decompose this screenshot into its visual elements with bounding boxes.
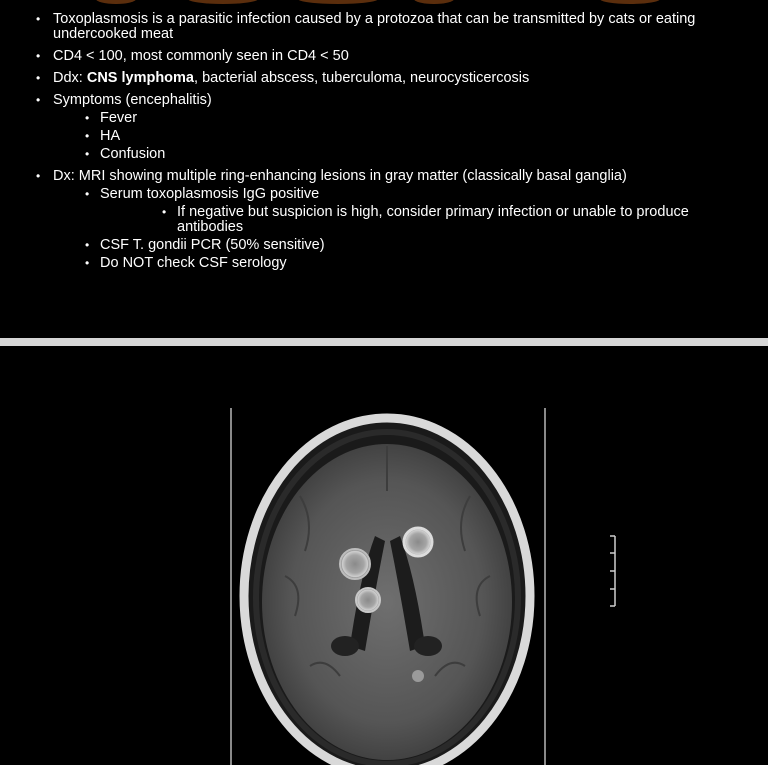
occipital-horn-right: [414, 636, 442, 656]
mri-slide: [0, 346, 768, 765]
symptoms-text: Symptoms (encephalitis): [53, 92, 212, 108]
ddx-bold-text: CNS lymphoma: [86, 70, 195, 86]
bullet-icon: •: [85, 256, 90, 270]
symptoms-sublist: [53, 111, 726, 162]
lesion-marker: [340, 549, 370, 579]
bullet-icon: •: [85, 147, 90, 161]
list-item: [36, 169, 726, 271]
serum-sublist: [100, 205, 726, 235]
decorative-strip: [188, 0, 258, 4]
list-item: [53, 256, 726, 271]
transmission-text: Toxoplasmosis is a parasitic infection caused by a protozoa that can be transmitted by cats or eating undercooked meat: [53, 11, 696, 42]
serum-text: Serum toxoplasmosis IgG positive: [100, 186, 320, 202]
decorative-strip: [96, 0, 136, 4]
lesion-marker: [412, 670, 424, 682]
symptom-item: Fever: [100, 110, 138, 126]
list-item: [53, 187, 726, 235]
bullet-icon: •: [162, 205, 167, 219]
bullet-icon: •: [36, 71, 41, 85]
csf-pcr-text: CSF T. gondii PCR (50% sensitive): [100, 237, 325, 253]
list-item: [130, 205, 726, 235]
list-item: [53, 129, 726, 144]
bullet-icon: •: [36, 169, 41, 183]
decorative-strip: [414, 0, 454, 4]
dx-sublist: [53, 187, 726, 271]
slide-divider: [0, 338, 768, 346]
dx-text: Dx: MRI showing multiple ring-enhancing lesions in gray matter (classically basal ganglia): [53, 168, 627, 184]
notes-slide: [0, 0, 768, 338]
lesion-marker: [356, 588, 380, 612]
serum-sub-text: If negative but suspicion is high, consider primary infection or unable to produce antibodies: [177, 204, 689, 235]
bullet-icon: •: [85, 111, 90, 125]
bullet-icon: •: [85, 238, 90, 252]
symptom-item: HA: [100, 128, 121, 144]
list-item: [53, 111, 726, 126]
scale-bar: [610, 536, 615, 606]
bullet-icon: •: [36, 93, 41, 107]
bullet-list: [36, 12, 726, 278]
brain-tissue: [262, 444, 512, 760]
occipital-horn-left: [331, 636, 359, 656]
csf-serology-text: Do NOT check CSF serology: [100, 255, 287, 271]
decorative-strip: [298, 0, 378, 4]
ddx-rest-text: , bacterial abscess, tuberculoma, neurocysticercosis: [194, 70, 530, 86]
brain-mri-icon: [0, 346, 768, 765]
bullet-icon: •: [85, 187, 90, 201]
list-item: [36, 12, 726, 42]
cd4-text: CD4 < 100, most commonly seen in CD4 < 50: [53, 48, 349, 64]
bullet-icon: •: [36, 12, 41, 26]
list-item: [36, 49, 726, 64]
ddx-label: Ddx:: [53, 70, 87, 86]
bullet-icon: •: [85, 129, 90, 143]
decorative-strip: [600, 0, 660, 4]
bullet-icon: •: [36, 49, 41, 63]
list-item: [36, 71, 726, 86]
list-item: [53, 147, 726, 162]
list-item: [53, 238, 726, 253]
symptom-item: Confusion: [100, 146, 166, 162]
lesion-marker: [404, 528, 432, 556]
list-item: [36, 93, 726, 162]
